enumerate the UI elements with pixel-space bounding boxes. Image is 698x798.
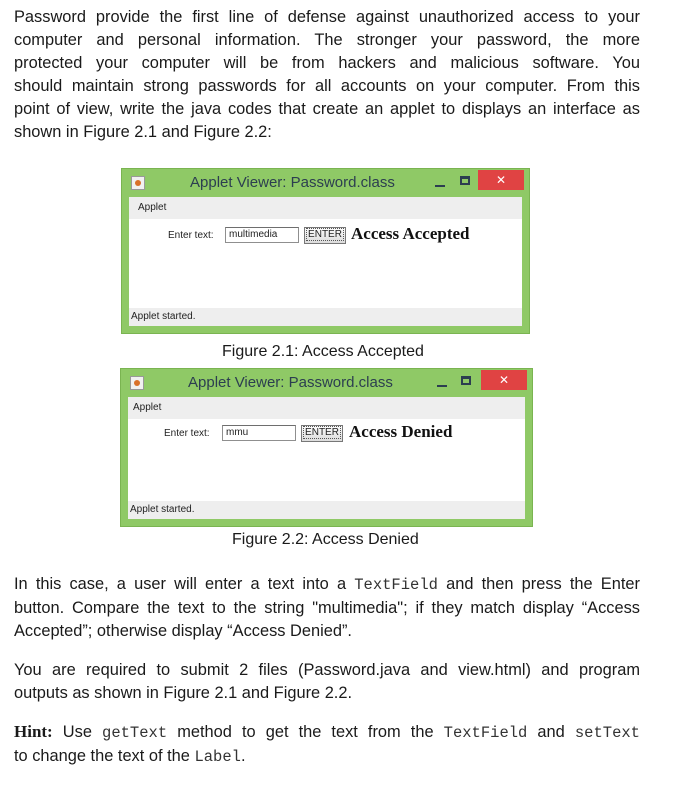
text-run: method to get the text from the: [167, 723, 444, 741]
enter-text-label: Enter text:: [168, 230, 214, 241]
text-run: Use: [52, 723, 103, 741]
window-title: Applet Viewer: Password.class: [190, 174, 395, 191]
applet-window-denied: [120, 368, 533, 527]
intro-line: shown in Figure 2.1 and Figure 2.2:: [14, 123, 272, 141]
description-line: Accepted”; otherwise display “Access Denied”.: [14, 622, 352, 640]
applet-menu[interactable]: Applet: [128, 397, 525, 419]
code-settext: setText: [574, 724, 640, 742]
submission-line: You are required to submit 2 files (Password.java and view.html) and program: [14, 661, 640, 679]
java-applet-icon: [130, 376, 144, 390]
text-run: and then press the Enter: [437, 575, 640, 593]
enter-text-label: Enter text:: [164, 428, 210, 439]
hint-label: Hint:: [14, 722, 53, 741]
result-label: Access Denied: [349, 422, 453, 441]
code-gettext: getText: [102, 724, 168, 742]
minimize-icon[interactable]: [434, 374, 450, 390]
close-icon[interactable]: ✕: [478, 170, 524, 190]
intro-line: protected your computer will be from hackers and malicious software. You: [14, 54, 640, 72]
hint-line: [14, 745, 640, 769]
description-line: [14, 573, 640, 597]
code-label: Label: [194, 748, 241, 766]
title-bar[interactable]: [121, 369, 532, 397]
hint-paragraph: [14, 720, 640, 769]
password-text-field[interactable]: multimedia: [225, 227, 299, 243]
hint-line: [14, 720, 640, 745]
status-bar: Applet started.: [129, 308, 522, 326]
intro-line: should maintain strong passwords for all accounts on your computer. From this: [14, 77, 640, 95]
enter-button-label: ENTER: [308, 229, 342, 240]
minimize-icon[interactable]: [432, 174, 448, 190]
submission-line: outputs as shown in Figure 2.1 and Figure 2.2.: [14, 684, 353, 702]
applet-panel: [129, 219, 522, 308]
maximize-icon[interactable]: [461, 376, 471, 385]
text-run: and: [527, 723, 575, 741]
enter-button[interactable]: [301, 425, 343, 442]
password-text-field[interactable]: mmu: [222, 425, 296, 441]
intro-line: point of view, write the java codes that create an applet to displays an interface as: [14, 100, 640, 118]
text-run: .: [240, 747, 246, 765]
enter-button-label: ENTER: [305, 427, 339, 438]
description-line: button. Compare the text to the string "multimedia"; if they match display “Access: [14, 599, 640, 617]
maximize-icon[interactable]: [460, 176, 470, 185]
close-icon[interactable]: ✕: [481, 370, 527, 390]
applet-client-area: [128, 397, 525, 519]
enter-button[interactable]: [304, 227, 346, 244]
window-title: Applet Viewer: Password.class: [188, 374, 393, 391]
applet-client-area: [129, 197, 522, 326]
intro-line: computer and personal information. The stronger your password, the more: [14, 31, 640, 49]
text-run: In this case, a user will enter a text into a: [14, 575, 355, 593]
result-label: Access Accepted: [351, 224, 470, 243]
text-run: to change the text of the: [14, 747, 195, 765]
status-bar: Applet started.: [128, 501, 525, 519]
applet-panel: [128, 419, 525, 501]
submission-paragraph: [14, 659, 640, 705]
figure-caption: Figure 2.1: Access Accepted: [222, 343, 424, 360]
intro-paragraph: [14, 6, 640, 144]
description-paragraph: [14, 573, 640, 643]
applet-menu[interactable]: Applet: [129, 197, 522, 219]
java-applet-icon: [131, 176, 145, 190]
figure-caption: Figure 2.2: Access Denied: [232, 531, 419, 548]
code-textfield: TextField: [443, 724, 528, 742]
code-textfield: TextField: [354, 576, 438, 594]
intro-line: Password provide the first line of defense against unauthorized access to your: [14, 8, 640, 26]
title-bar[interactable]: [122, 169, 529, 197]
applet-window-accepted: [121, 168, 530, 334]
